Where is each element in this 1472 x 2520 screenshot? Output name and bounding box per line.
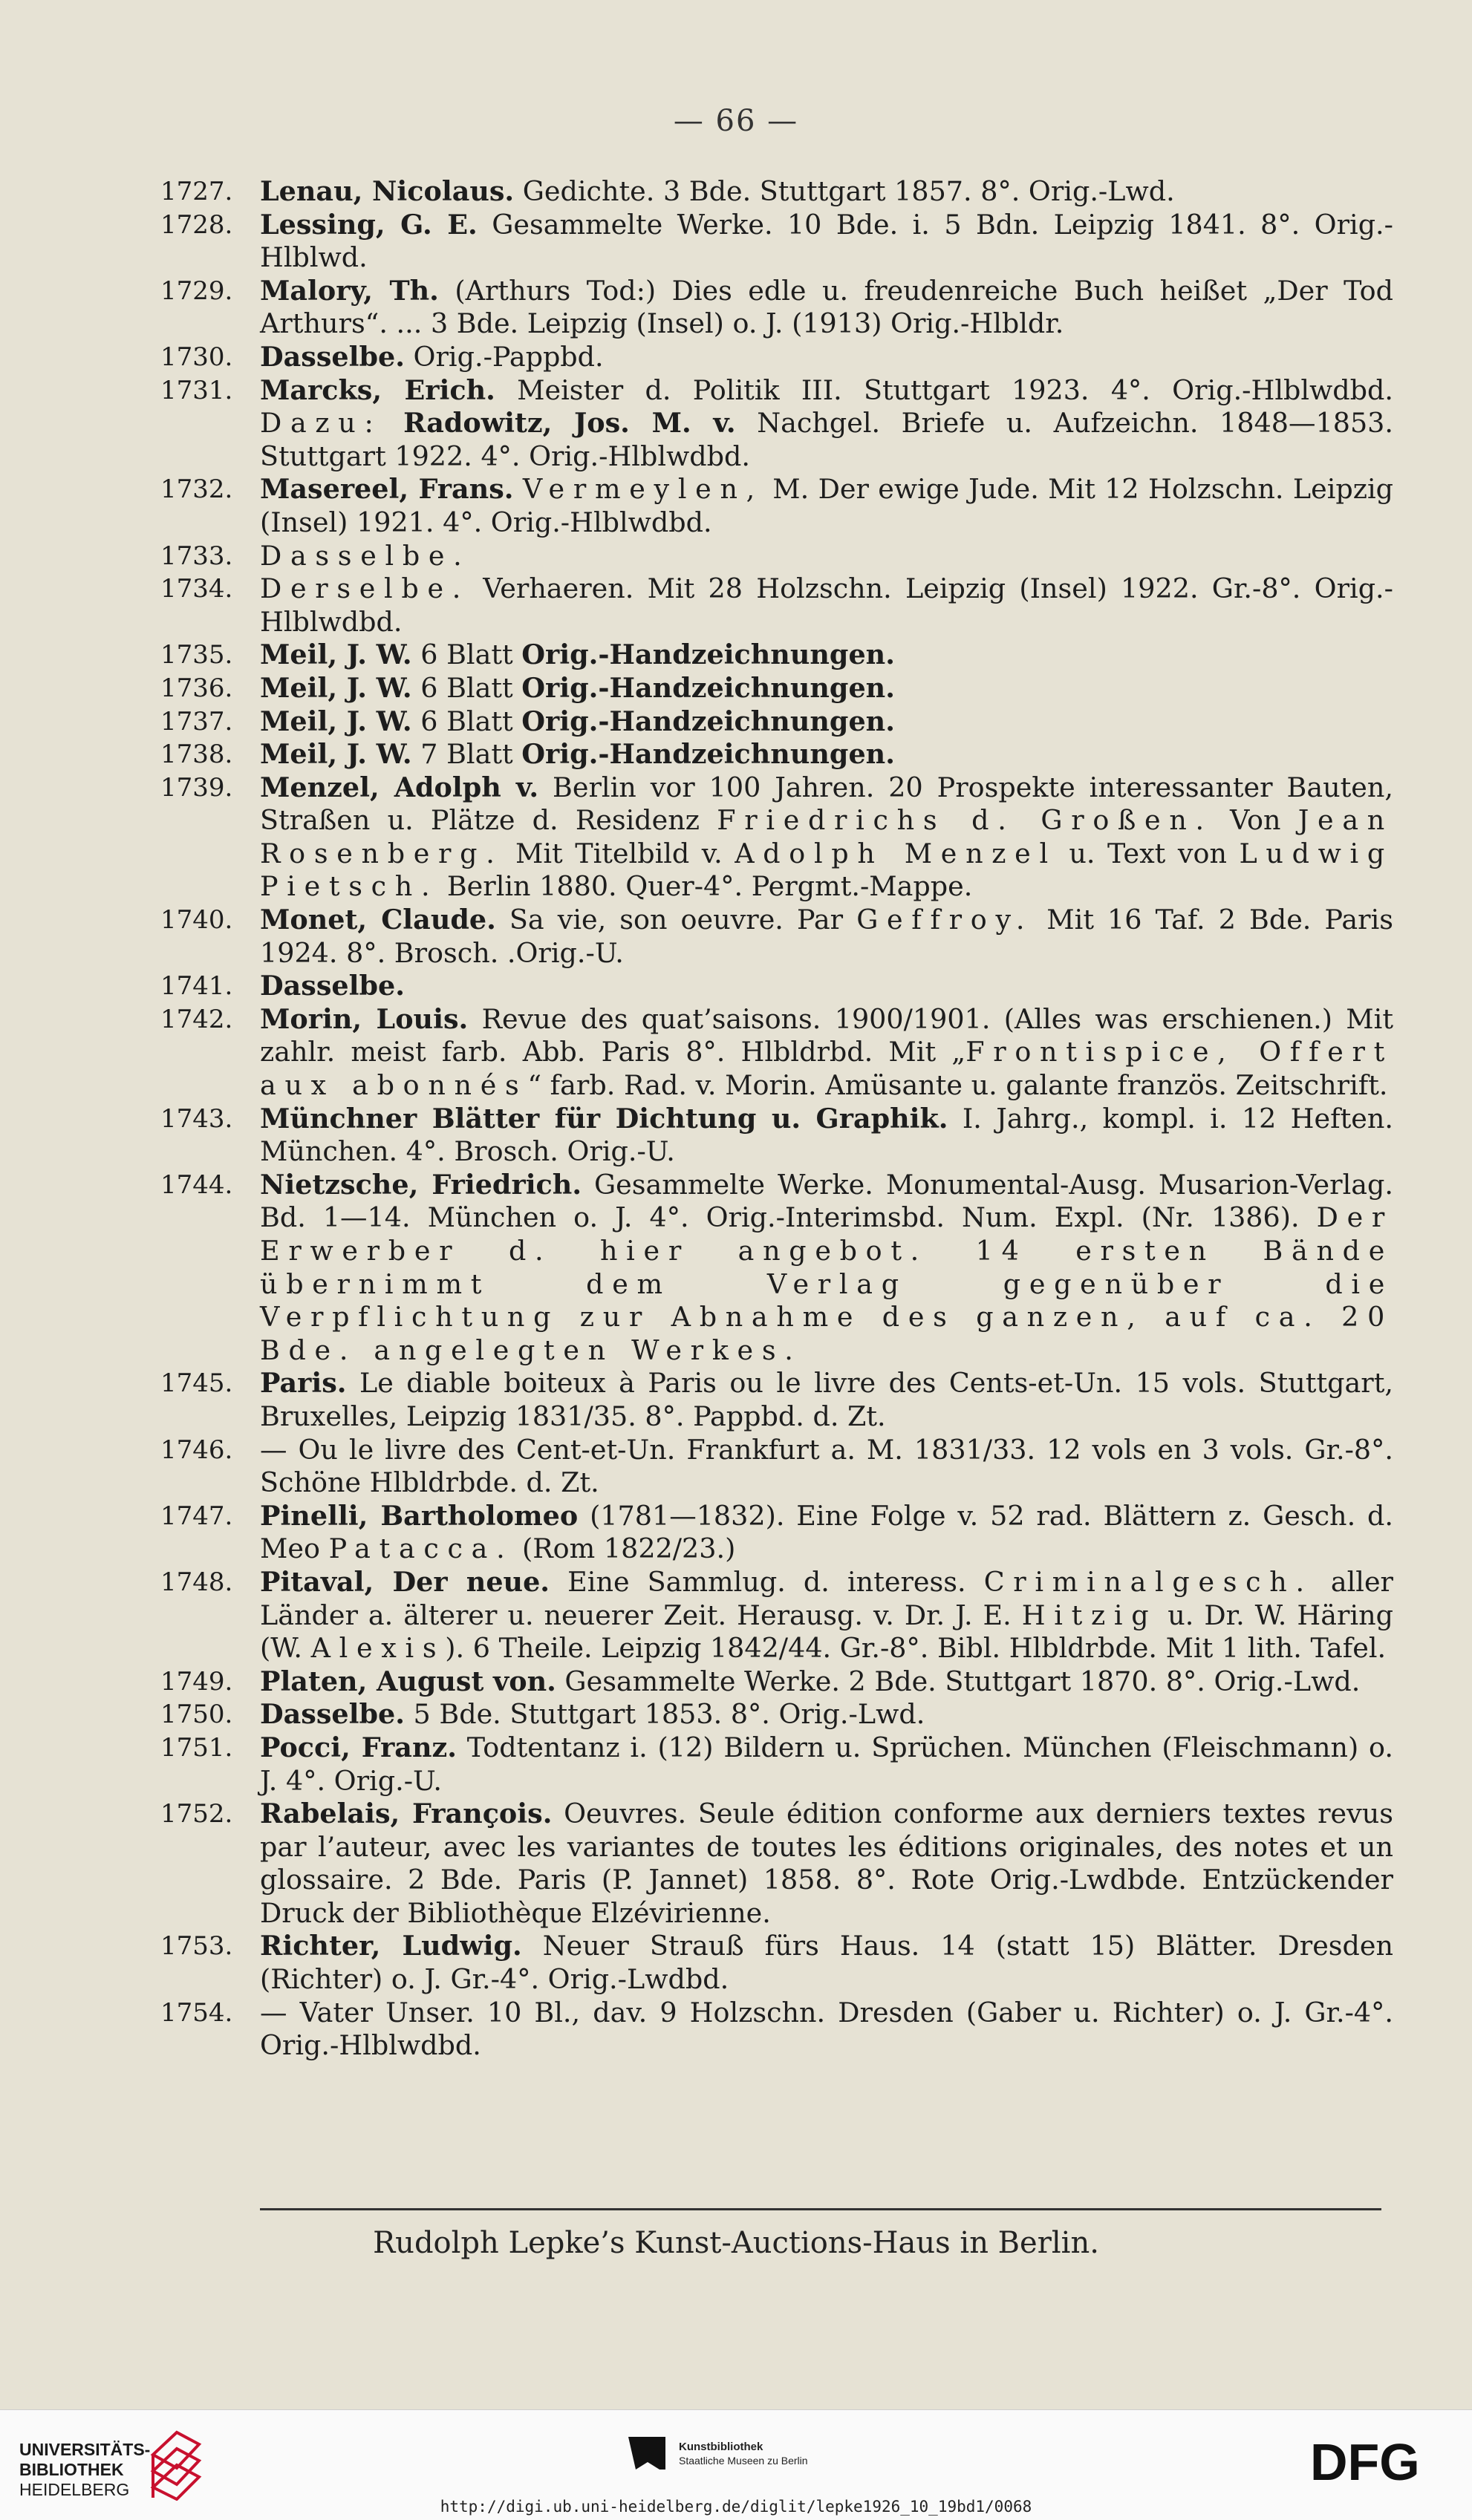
kunstbibliothek-logo[interactable] (625, 2432, 808, 2474)
catalog-entry (160, 1367, 1393, 1433)
entry-description: 7 Blatt (411, 738, 522, 771)
kunstbibliothek-logo-icon (625, 2432, 668, 2474)
entry-text (260, 275, 1393, 341)
entry-author: Pocci, Franz. (260, 1731, 457, 1763)
entry-description: Nachgel. Briefe u. Aufzeichn. 1848—1853. Stuttgart 1922. 4°. Orig.-Hlblwdbd. (260, 407, 1393, 472)
entry-author: Lenau, Nicolaus. (260, 175, 515, 207)
entry-text (260, 1665, 1393, 1699)
dfg-logo-text: DFG (1310, 2437, 1420, 2486)
entry-author: Orig.-Handzeichnungen. (521, 738, 895, 771)
uni-name-line-1: UNIVERSITÄTS- (19, 2440, 151, 2459)
page-url[interactable]: http://digi.ub.uni-heidelberg.de/diglit/lepke1926_10_19bd1/0068 (440, 2498, 1032, 2516)
entry-description: ). 6 Theile. Leipzig 1842/44. Gr.-8°. Bibl. Hlbldrbde. Mit 1 lith. Tafel. (445, 1632, 1387, 1665)
entry-number: 1737. (160, 706, 233, 737)
entry-author: Malory, Th. (260, 274, 439, 307)
entry-description: (Rom 1822/23.) (513, 1532, 736, 1565)
entry-text (260, 904, 1393, 970)
entry-description: — Ou le livre des Cent-et-Un. Frankfurt a. M. 1831/33. 12 vols en 3 vols. Gr.-8°. Schöne Hlbldrbde. d. Zt. (260, 1433, 1393, 1499)
entry-description: Sa vie, son oeuvre. Par (495, 904, 857, 936)
entry-spaced-text: Ludwig Pietsch. (260, 837, 1393, 903)
catalog-entry (160, 1434, 1393, 1500)
entry-author: Rabelais, François. (260, 1798, 553, 1830)
entry-number: 1740. (160, 905, 233, 936)
entry-description (382, 407, 403, 439)
entry-description: — Vater Unser. 10 Bl., dav. 9 Holzschn. Dresden (Gaber u. Richter) o. J. Gr.-4°. Orig.-Hlblwdbd. (260, 1996, 1393, 2062)
entry-author: Meil, J. W. (260, 639, 412, 671)
entry-author: Platen, August von. (260, 1665, 556, 1697)
entry-number: 1749. (160, 1666, 233, 1697)
entry-number: 1727. (160, 177, 233, 206)
catalog-entry (160, 738, 1393, 771)
catalog-entry (160, 1003, 1393, 1103)
entry-description: u. Dr. W. Häring (W. (260, 1599, 1393, 1665)
entry-text (260, 341, 1393, 374)
catalog-entry (160, 1665, 1393, 1699)
entry-author: Lessing, G. E. (260, 208, 478, 241)
entry-number: 1728. (160, 209, 233, 240)
entry-author: Radowitz, Jos. M. v. (403, 407, 736, 440)
entry-spaced-text: Der Erwerber d. hier angebot. 14 ersten Bände übernimmt dem Verlag gegenüber die Verpflichtung zur Abnahme des ganzen, auf ca. 20 Bde. angelegten Werkes. (260, 1201, 1393, 1366)
entry-number: 1743. (160, 1103, 233, 1134)
entry-number: 1753. (160, 1931, 233, 1962)
footer-rule (260, 2208, 1381, 2210)
entry-author: Dasselbe. (260, 970, 405, 1002)
entry-number: 1748. (160, 1567, 233, 1597)
entry-description: Gesammelte Werke. Monumental-Ausg. Musarion-Verlag. Bd. 1—14. München o. J. 4°. Orig.-Interimsbd. Num. Expl. (Nr. 1386). (260, 1168, 1393, 1234)
entry-description: I. Jahrg., kompl. i. 12 Heften. München. 4°. Brosch. Orig.-U. (260, 1102, 1393, 1168)
entry-description: Berlin 1880. Quer-4°. Pergmt.-Mappe. (438, 870, 973, 903)
entry-spaced-text: Alexis (310, 1632, 446, 1665)
entry-number: 1741. (160, 971, 233, 1002)
entry-spaced-text: Friedrichs d. Großen. (717, 804, 1213, 837)
entry-author: Meil, J. W. (260, 705, 412, 737)
catalog-entry (160, 970, 1393, 1003)
entry-number: 1738. (160, 740, 233, 770)
catalog-entry (160, 1566, 1393, 1665)
entry-text (260, 1997, 1393, 2063)
entry-description: Le diable boiteux à Paris ou le livre des Cents-et-Un. 15 vols. Stuttgart, Bruxelles, Leipzig 1831/35. 8°. Pappbd. d. Zt. (260, 1367, 1393, 1432)
entry-text (260, 1367, 1393, 1433)
entry-description: (Arthurs Tod:) Dies edle u. freudenreiche Buch heißet „Der Tod Arthurs“. ... 3 Bde. Leipzig (Insel) o. J. (1913) Orig.-Hlbldr. (260, 274, 1393, 340)
kunst-title: Kunstbibliothek (679, 2440, 763, 2453)
catalog-entry (160, 275, 1393, 341)
catalog-entry (160, 1103, 1393, 1169)
catalog-entry (160, 1169, 1393, 1368)
uni-name-line-2: BIBLIOTHEK (19, 2460, 124, 2479)
uni-name-line-3: HEIDELBERG (19, 2480, 130, 2499)
entry-text (260, 1434, 1393, 1500)
entry-description: Eine Sammlug. d. interess. (550, 1565, 984, 1598)
entry-text (260, 1169, 1393, 1368)
entry-spaced-text: Frontispice, Offert aux abonnés (260, 1036, 1393, 1102)
entry-description: aller Länder a. älterer u. neuerer Zeit. Herausg. v. Dr. J. E. (260, 1565, 1394, 1631)
entry-author: Morin, Louis. (260, 1002, 469, 1035)
entry-spaced-text: Hitzig (1021, 1599, 1158, 1631)
catalog-entry (160, 904, 1393, 970)
entry-text (260, 639, 1393, 672)
entry-author: Orig.-Handzeichnungen. (521, 705, 895, 737)
entry-author: Dasselbe. (260, 340, 405, 373)
entry-spaced-text: Jean Rosenberg. (260, 804, 1393, 869)
entry-text (260, 1798, 1393, 1930)
entry-number: 1729. (160, 275, 233, 306)
entry-text (260, 209, 1393, 275)
entry-number: 1731. (160, 375, 233, 405)
entry-number: 1754. (160, 1997, 233, 2028)
entry-number: 1739. (160, 772, 233, 803)
entry-author: Nietzsche, Friedrich. (260, 1168, 582, 1201)
catalog-entry (160, 1731, 1393, 1798)
entry-author: Orig.-Handzeichnungen. (521, 639, 895, 671)
entry-author: Richter, Ludwig. (260, 1930, 522, 1962)
entry-description: Gedichte. 3 Bde. Stuttgart 1857. 8°. Orig.-Lwd. (514, 175, 1175, 207)
entry-description: Gesammelte Werke. 2 Bde. Stuttgart 1870. 8°. Orig.-Lwd. (556, 1665, 1361, 1697)
entry-description: Orig.-Pappbd. (404, 340, 604, 373)
entry-description: u. Text von (1056, 837, 1240, 869)
entry-text (260, 738, 1393, 771)
entry-description: 6 Blatt (411, 671, 522, 704)
entry-spaced-text: Criminalgesch. (983, 1565, 1313, 1598)
catalog-entry (160, 374, 1393, 474)
catalog-entry (160, 473, 1393, 539)
catalog-entry (160, 341, 1393, 374)
entry-text (260, 1731, 1393, 1798)
entry-description: Todtentanz i. (12) Bildern u. Sprüchen. München (Fleischmann) o. J. 4°. Orig.-U. (260, 1731, 1393, 1797)
entry-spaced-text: Geffroy. (856, 904, 1034, 936)
entry-author: Meil, J. W. (260, 738, 412, 771)
entry-text (260, 1003, 1393, 1103)
catalog-entry (160, 1500, 1393, 1566)
uni-heidelberg-logo[interactable] (19, 2440, 150, 2500)
entry-description: (1781—1832). Eine Folge v. 52 rad. Blättern z. Gesch. d. Meo (260, 1499, 1393, 1565)
entry-description: Neuer Strauß fürs Haus. 14 (statt 15) Blätter. Dresden (Richter) o. J. Gr.-4°. Orig.-Lwdbd. (260, 1930, 1394, 1996)
entry-author: Menzel, Adolph v. (260, 771, 539, 803)
entry-number: 1732. (160, 474, 233, 505)
entry-text (260, 970, 1393, 1003)
entry-number: 1733. (160, 541, 233, 571)
entry-text (260, 672, 1393, 705)
entry-description: Mit Titelbild v. (503, 837, 735, 869)
entry-spaced-text: Dasselbe. (260, 539, 471, 572)
entry-description: “ farb. Rad. v. Morin. Amüsante u. galante französ. Zeitschrift. (527, 1069, 1388, 1102)
catalog-entry (160, 705, 1393, 739)
entry-description: Oeuvres. Seule édition conforme aux derniers textes revus par l’auteur, avec les variantes de toutes les éditions originales, des notes et un glossaire. 2 Bde. Paris (P. Jannet) 1858. 8°. Rote Orig.-Lwdbde. Entzückender Druck der Bibliothèque Elzévirienne. (260, 1798, 1393, 1929)
entry-author: Pinelli, Bartholomeo (260, 1499, 579, 1532)
page-footer: Rudolph Lepke’s Kunst-Auctions-Haus in Berlin. (373, 2226, 1099, 2260)
entry-author: Meil, J. W. (260, 671, 412, 704)
entry-description: 6 Blatt (411, 639, 522, 671)
entry-description: 5 Bde. Stuttgart 1853. 8°. Orig.-Lwd. (404, 1698, 925, 1731)
entry-text (260, 1566, 1393, 1665)
entry-description: Verhaeren. Mit 28 Holzschn. Leipzig (Insel) 1922. Gr.-8°. Orig.-Hlblwdbd. (260, 572, 1393, 638)
entry-number: 1730. (160, 342, 233, 372)
entry-text (260, 175, 1393, 209)
entry-text (260, 1930, 1393, 1996)
catalog-entry (160, 1930, 1393, 1996)
entry-number: 1750. (160, 1700, 233, 1730)
catalog-entry (160, 672, 1393, 705)
entry-description: 6 Blatt (411, 705, 522, 737)
entry-spaced-text: Adolph Menzel (735, 837, 1057, 869)
entry-author: Orig.-Handzeichnungen. (521, 671, 895, 704)
entry-number: 1745. (160, 1368, 233, 1399)
entry-description: Meister d. Politik III. Stuttgart 1923. 4°. Orig.-Hlblwdbd. (495, 373, 1393, 406)
entry-author: Münchner Blätter für Dichtung u. Graphik. (260, 1102, 948, 1135)
catalog-entry (160, 175, 1393, 209)
entry-author: Masereel, Frans. (260, 473, 514, 506)
entry-text (260, 374, 1393, 474)
catalog-entry (160, 1798, 1393, 1930)
institution-bar (0, 2409, 1472, 2520)
entry-spaced-text: Patacca. (328, 1532, 514, 1565)
entry-number: 1744. (160, 1169, 233, 1200)
catalog-entry (160, 1698, 1393, 1731)
entry-number: 1735. (160, 640, 233, 670)
entry-author: Paris. (260, 1367, 347, 1400)
entry-author: Pitaval, Der neue. (260, 1565, 550, 1598)
entry-description: M. Der ewige Jude. Mit 12 Holzschn. Leipzig (Insel) 1921. 4°. Orig.-Hlblwdbd. (260, 473, 1393, 538)
entry-author: Monet, Claude. (260, 904, 496, 936)
entry-number: 1742. (160, 1004, 233, 1034)
entry-number: 1747. (160, 1501, 233, 1531)
entry-text (260, 705, 1393, 739)
entry-text (260, 1500, 1393, 1566)
entry-number: 1736. (160, 673, 233, 703)
uni-heidelberg-logo-icon (147, 2426, 205, 2501)
entry-text (260, 771, 1393, 904)
entry-number: 1752. (160, 1799, 233, 1829)
catalog-entries (160, 175, 1393, 2063)
catalog-entry (160, 572, 1393, 639)
entry-description: Gesammelte Werke. 10 Bde. i. 5 Bdn. Leipzig 1841. 8°. Orig.-Hlblwd. (260, 208, 1393, 274)
entry-spaced-text: Dazu: (260, 407, 382, 440)
entry-description: Berlin vor 100 Jahren. 20 Prospekte interessanter Bauten, Straßen u. Plätze d. Residenz (260, 771, 1393, 837)
catalog-entry (160, 639, 1393, 672)
dfg-logo-icon[interactable] (1310, 2437, 1451, 2486)
entry-description: Mit 16 Taf. 2 Bde. Paris 1924. 8°. Brosch. .Orig.-U. (260, 904, 1393, 969)
entry-description: Revue des quat’saisons. 1900/1901. (Alles was erschienen.) Mit zahlr. meist farb. Abb. Paris 8°. Hlbldrbd. Mit „ (260, 1002, 1394, 1068)
entry-spaced-text: Vermeylen, (522, 473, 763, 506)
catalog-entry (160, 771, 1393, 904)
entry-description: Von (1212, 804, 1298, 837)
entry-description (513, 473, 522, 505)
entry-author: Marcks, Erich. (260, 373, 495, 406)
entry-text (260, 572, 1393, 639)
catalog-entry (160, 1997, 1393, 2063)
entry-text (260, 1103, 1393, 1169)
entry-spaced-text: Derselbe. (260, 572, 470, 605)
entry-text (260, 540, 1393, 573)
page-number: — 66 — (673, 104, 799, 138)
entry-number: 1734. (160, 574, 233, 604)
kunst-subtitle: Staatliche Museen zu Berlin (679, 2454, 808, 2467)
entry-text (260, 1698, 1393, 1731)
entry-text (260, 473, 1393, 539)
catalog-entry (160, 540, 1393, 573)
catalog-entry (160, 209, 1393, 275)
entry-number: 1751. (160, 1732, 233, 1763)
entry-author: Dasselbe. (260, 1698, 405, 1731)
entry-number: 1746. (160, 1434, 233, 1465)
